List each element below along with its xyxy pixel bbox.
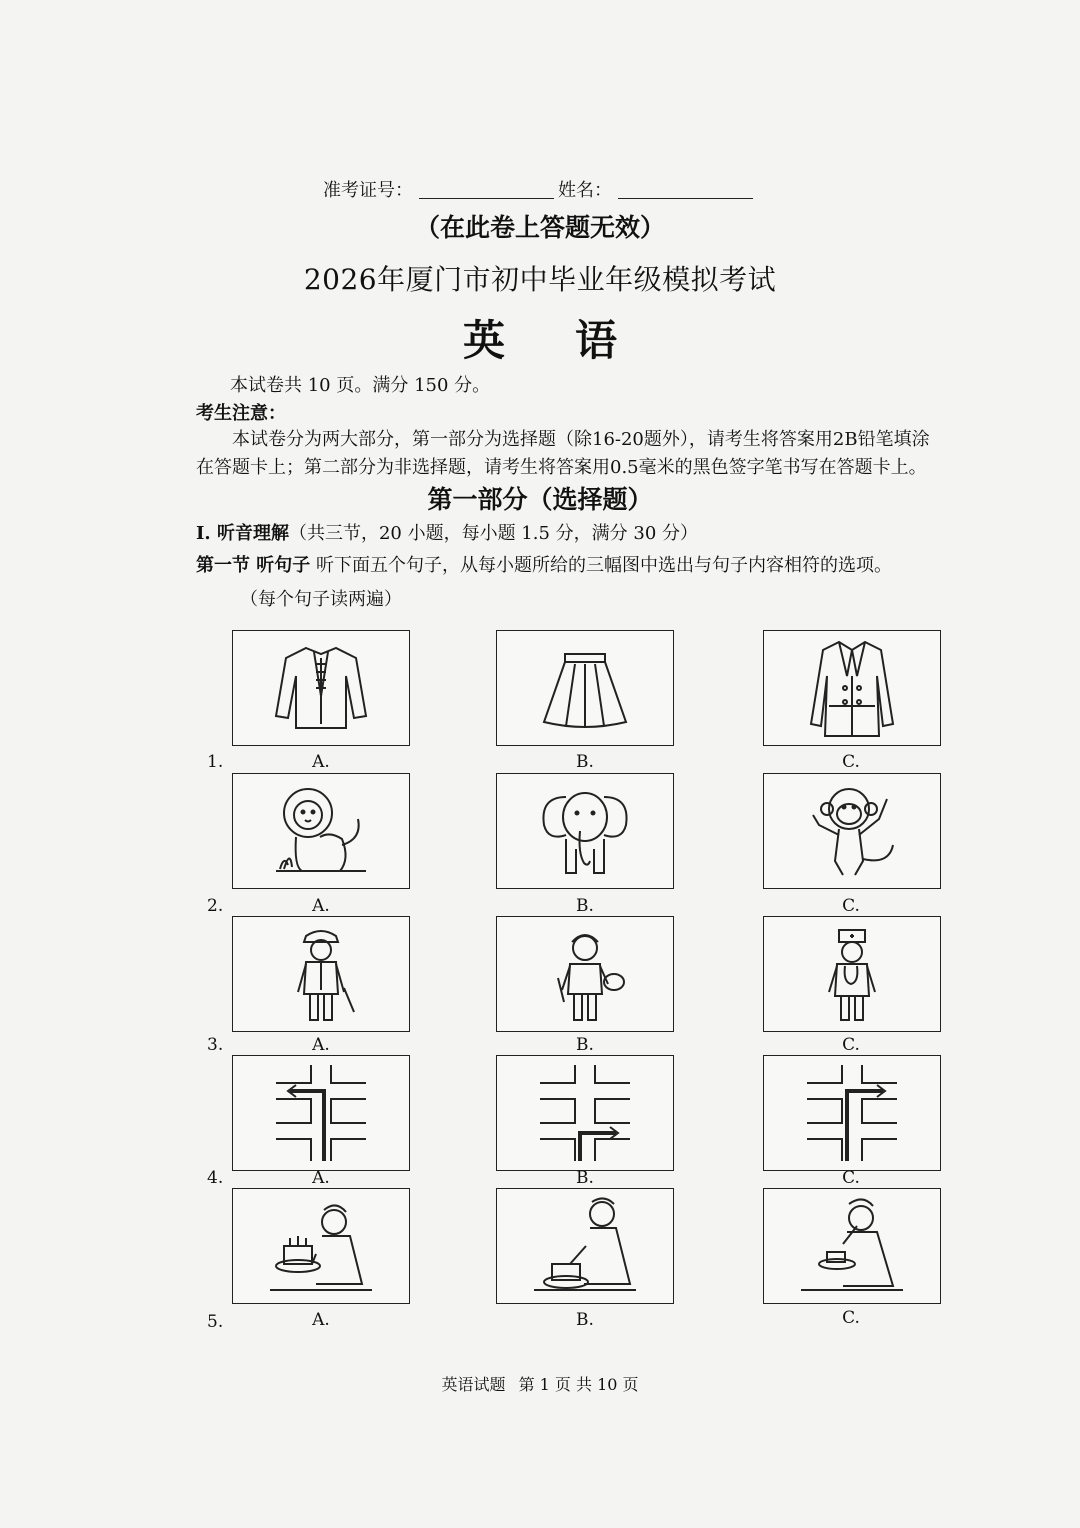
doctor-icon <box>763 916 941 1032</box>
subject-char-1: 英 <box>462 316 505 365</box>
option-label: C. <box>842 1308 860 1328</box>
option-label: B. <box>576 896 594 916</box>
section-title: I. 听音理解 <box>196 523 289 544</box>
turn-right-road-icon <box>496 1055 674 1171</box>
section-heading <box>196 520 698 548</box>
subsection-heading <box>196 552 892 580</box>
subsection-title: 第一节 听句子 <box>196 555 311 576</box>
option-label: C. <box>842 1168 860 1188</box>
question-number: 3. <box>207 1035 224 1055</box>
subject-char-2: 语 <box>575 316 618 365</box>
notice-title: 考生注意： <box>196 403 286 424</box>
turn-left-road-icon <box>232 1055 410 1171</box>
painter-boy-icon <box>496 916 674 1032</box>
option-label: A. <box>312 1035 330 1055</box>
option-label: B. <box>576 1168 594 1188</box>
name-blank <box>618 180 753 199</box>
coat-icon <box>763 630 941 746</box>
skirt-icon <box>496 630 674 746</box>
notice-body <box>196 426 956 482</box>
admission-number-label: 准考证号： <box>323 180 413 201</box>
man-blowing-candles-icon <box>232 1188 410 1304</box>
monkey-icon <box>763 773 941 889</box>
option-label: C. <box>842 752 860 772</box>
lion-icon <box>232 773 410 889</box>
footer-page-info: 第 1 页 共 10 页 <box>518 1375 639 1394</box>
notice-line-1: 本试卷分为两大部分，第一部分为选择题（除16-20题外），请考生将答案用2B铅笔填涂 <box>232 429 930 450</box>
option-label: A. <box>312 896 330 916</box>
police-officer-icon <box>232 916 410 1032</box>
man-eating-cake-icon <box>763 1188 941 1304</box>
question-number: 5. <box>207 1312 224 1332</box>
pages-note: 本试卷共 10 页。满分 150 分。 <box>230 375 491 396</box>
exam-title: 2026年厦门市初中毕业年级模拟考试 <box>303 263 777 296</box>
option-label: B. <box>576 1310 594 1330</box>
elephant-icon <box>496 773 674 889</box>
option-label: B. <box>576 1035 594 1055</box>
option-label: B. <box>576 752 594 772</box>
man-cutting-cake-icon <box>496 1188 674 1304</box>
go-straight-turn-right-road-icon <box>763 1055 941 1171</box>
option-label: A. <box>312 1310 330 1330</box>
question-number: 2. <box>207 896 224 916</box>
invalid-note: （在此卷上答题无效） <box>414 213 665 242</box>
candidate-info-line <box>0 176 1080 202</box>
footer-subject: 英语试题 <box>441 1375 506 1394</box>
option-label: A. <box>312 752 330 772</box>
section-info: （共三节，20 小题，每小题 1.5 分，满分 30 分） <box>288 523 698 544</box>
admission-number-blank <box>419 180 554 199</box>
question-number: 1. <box>207 752 224 772</box>
name-label: 姓名： <box>558 180 612 201</box>
subsection-instruction: 听下面五个句子，从每小题所给的三幅图中选出与句子内容相符的选项。 <box>316 555 893 576</box>
page-footer <box>0 1372 1080 1395</box>
option-label: C. <box>842 896 860 916</box>
blouse-icon <box>232 630 410 746</box>
subject-title <box>0 308 1080 368</box>
part-title: 第一部分（选择题） <box>427 485 653 514</box>
notice-line-2: 在答题卡上；第二部分为非选择题，请考生将答案用0.5毫米的黑色签字笔书写在答题卡上。 <box>196 457 927 478</box>
option-label: A. <box>312 1168 330 1188</box>
subsection-note: （每个句子读两遍） <box>240 589 402 610</box>
question-number: 4. <box>207 1168 224 1188</box>
option-label: C. <box>842 1035 860 1055</box>
